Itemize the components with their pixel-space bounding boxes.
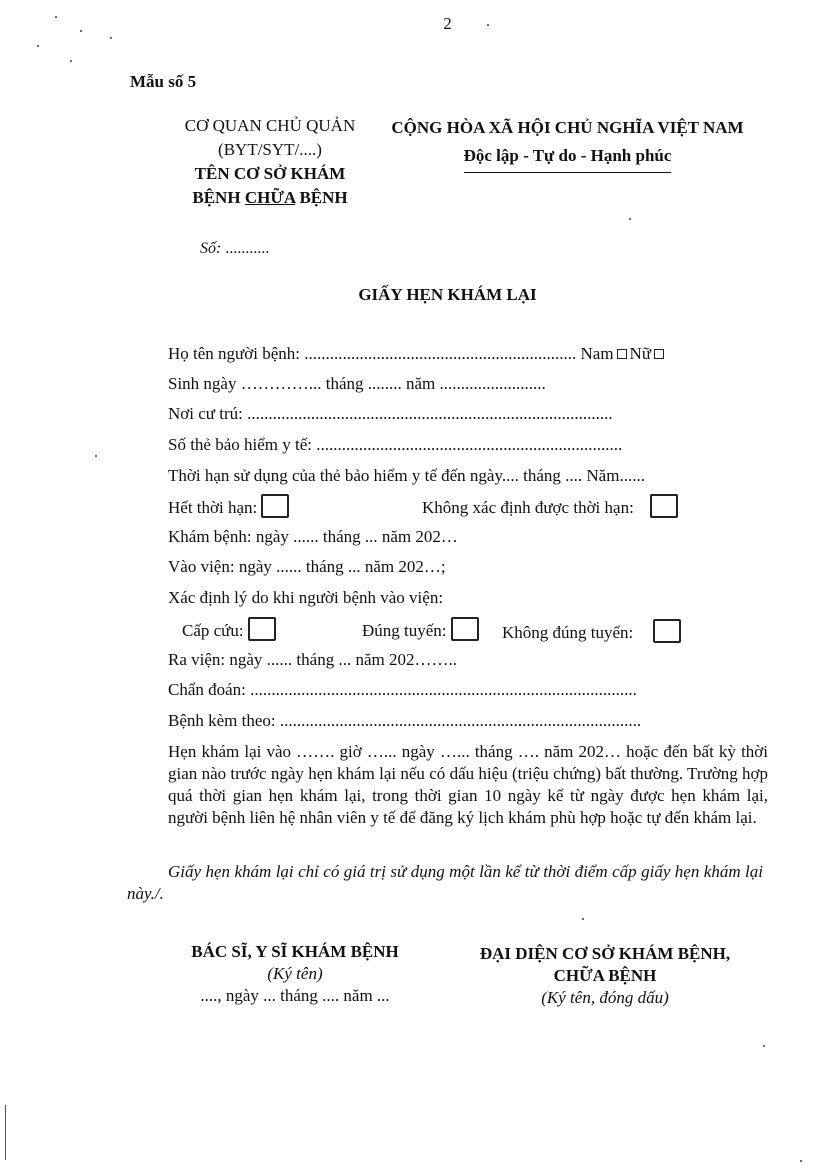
document-title: GIẤY HẸN KHÁM LẠI bbox=[358, 285, 537, 304]
signature-doctor bbox=[130, 941, 460, 1007]
validity-note: Giấy hẹn khám lại chỉ có giá trị sử dụng một lần kể từ thời điểm cấp giấy hẹn khám lại này./. bbox=[127, 862, 763, 903]
right-header bbox=[370, 114, 765, 173]
facility-rep-title-2: CHỮA BỆNH bbox=[553, 966, 657, 985]
field-comorbidity: Bệnh kèm theo: ..................................................................................... bbox=[168, 711, 642, 730]
doctor-sign-note: (Ký tên) bbox=[267, 964, 323, 983]
signature-facility bbox=[440, 943, 770, 1009]
undetermined-checkbox[interactable] bbox=[650, 494, 678, 518]
field-patient-name: Họ tên người bệnh: ................................................................ Nam Nữ bbox=[168, 344, 667, 364]
scan-speck bbox=[70, 60, 72, 62]
correct-route-checkbox[interactable] bbox=[451, 617, 479, 641]
emergency-checkbox[interactable] bbox=[248, 617, 276, 641]
field-birth-date: Sinh ngày …………... tháng ........ năm ......................... bbox=[168, 374, 546, 393]
expired-checkbox[interactable] bbox=[261, 494, 289, 518]
form-number: Mẫu số 5 bbox=[130, 72, 197, 91]
field-admission-date: Vào viện: ngày ...... tháng ... năm 202…; bbox=[168, 557, 446, 576]
field-wrong-route: Không đúng tuyến: bbox=[502, 619, 681, 643]
female-checkbox[interactable] bbox=[654, 349, 664, 359]
scan-speck bbox=[95, 455, 97, 457]
scan-speck bbox=[629, 218, 631, 220]
male-checkbox[interactable] bbox=[617, 349, 627, 359]
field-residence: Nơi cư trú: ...................................................................................... bbox=[168, 404, 613, 423]
doctor-sign-date: ...., ngày ... tháng .... năm ... bbox=[200, 986, 390, 1005]
scan-edge-line bbox=[5, 1105, 6, 1160]
field-insurance-number: Số thẻ bảo hiểm y tế: ........................................................................ bbox=[168, 435, 623, 454]
field-undetermined: Không xác định được thời hạn: bbox=[422, 494, 678, 518]
page-number: 2 bbox=[443, 14, 452, 33]
facility-sign-note: (Ký tên, đóng dấu) bbox=[541, 988, 669, 1007]
field-emergency: Cấp cứu: bbox=[182, 617, 276, 641]
republic-title: CỘNG HÒA XÃ HỘI CHỦ NGHĨA VIỆT NAM bbox=[391, 118, 744, 137]
field-admission-reason: Xác định lý do khi người bệnh vào viện: bbox=[168, 588, 444, 607]
facility-rep-title: ĐẠI DIỆN CƠ SỞ KHÁM BỆNH, bbox=[479, 944, 731, 963]
field-discharge-date: Ra viện: ngày ...... tháng ... năm 202…….. bbox=[168, 650, 457, 669]
scan-speck bbox=[582, 918, 584, 920]
facility-name-line: TÊN CƠ SỞ KHÁM bbox=[194, 164, 346, 183]
scan-speck bbox=[37, 45, 39, 47]
scan-speck bbox=[763, 1045, 765, 1047]
wrong-route-checkbox[interactable] bbox=[653, 619, 681, 643]
field-insurance-validity: Thời hạn sử dụng của thẻ bảo hiểm y tế đến ngày.... tháng .... Năm...... bbox=[168, 466, 645, 485]
scan-speck bbox=[110, 37, 112, 39]
document-number: Số: ........... bbox=[200, 240, 270, 257]
field-diagnosis: Chẩn đoán: ........................................................................................... bbox=[168, 680, 637, 699]
agency-line: CƠ QUAN CHỦ QUẢN bbox=[184, 116, 356, 135]
appointment-paragraph: Hẹn khám lại vào ……. giờ …... ngày …... tháng …. năm 202… hoặc đến bất kỳ thời gian nào trước ngày hẹn khám lại nếu có dấu hiệu (triệu chứng) bất thường. Trường hợp quá thời gian hẹn khám lại, trong thời gian 10 ngày kể từ ngày được hẹn khám lại, người bệnh liên hệ nhân viên y tế để đăng ký lịch khám phù hợp hoặc tự đến khám lại. bbox=[168, 742, 768, 827]
field-correct-route: Đúng tuyến: bbox=[362, 617, 479, 641]
national-motto: Độc lập - Tự do - Hạnh phúc bbox=[464, 142, 672, 173]
doctor-title: BÁC SĨ, Y SĨ KHÁM BỆNH bbox=[191, 942, 399, 961]
agency-code-line: (BYT/SYT/....) bbox=[218, 140, 322, 159]
facility-name-line-2: BỆNH CHỮA BỆNH bbox=[192, 188, 348, 207]
field-exam-date: Khám bệnh: ngày ...... tháng ... năm 202… bbox=[168, 527, 458, 546]
field-expired: Hết thời hạn: bbox=[168, 494, 289, 518]
scan-speck bbox=[800, 1160, 802, 1162]
